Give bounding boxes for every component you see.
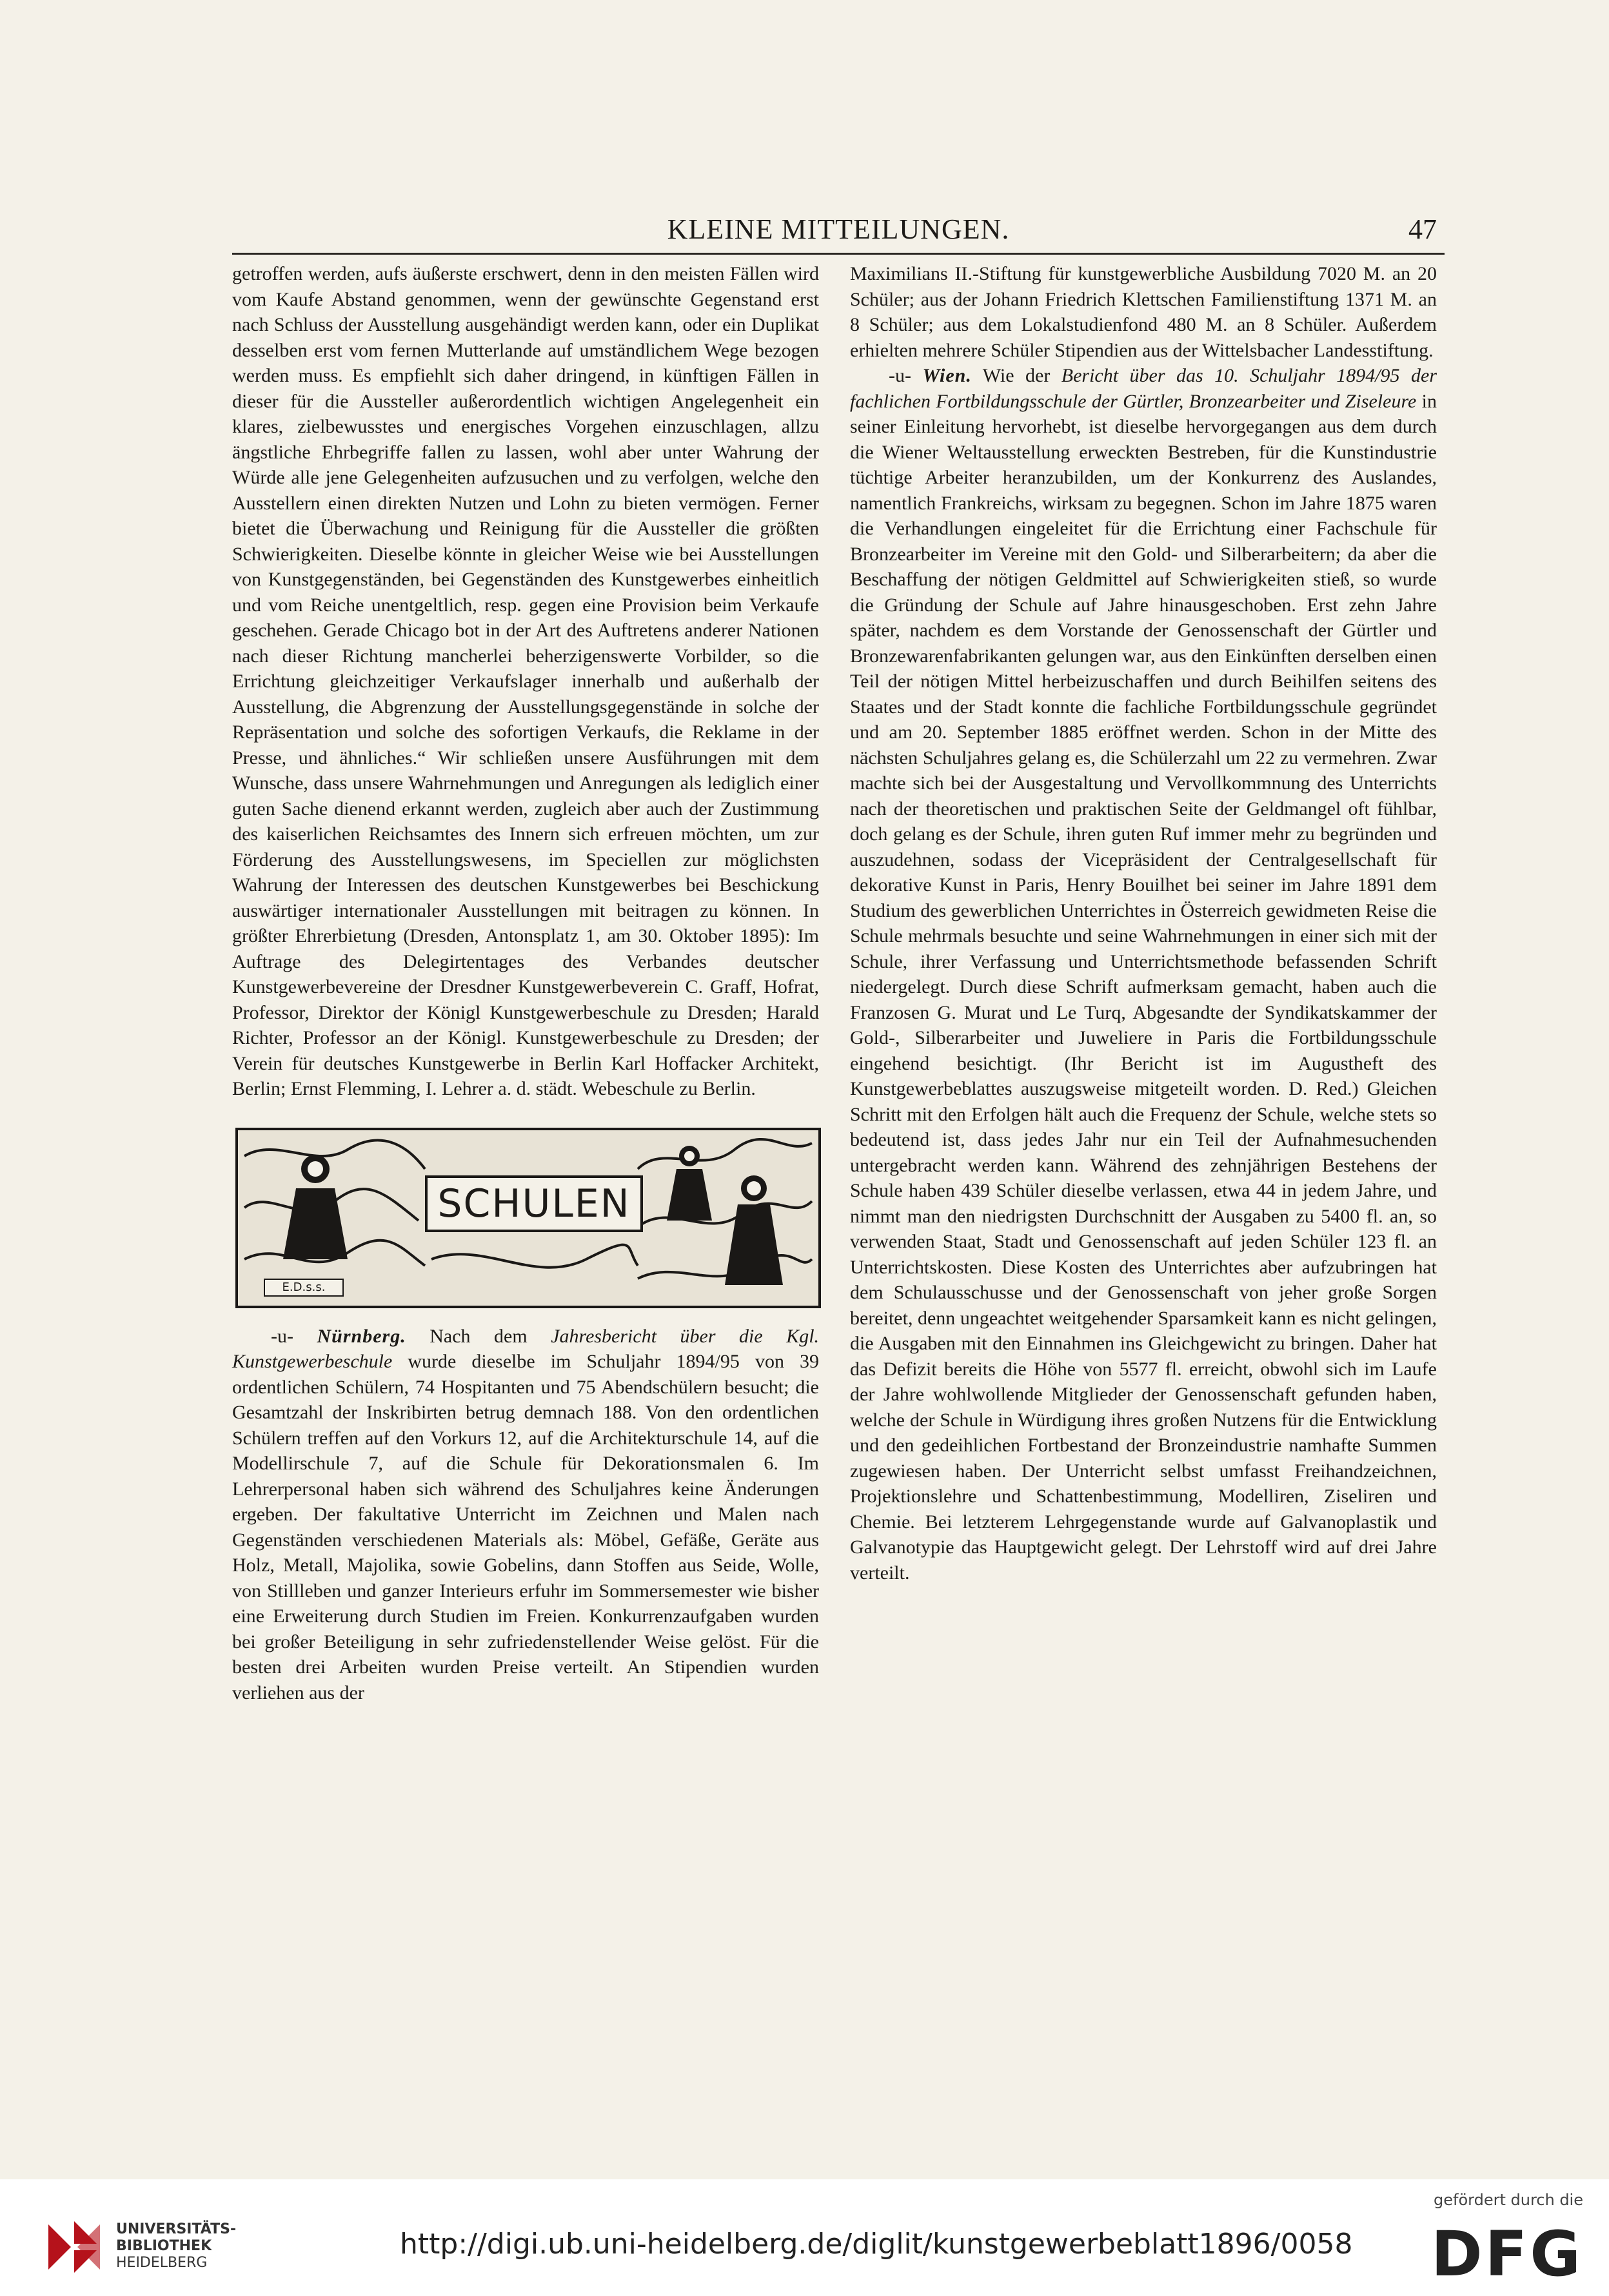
- section-city-wien: Wien.: [922, 365, 972, 386]
- university-library-name: [116, 2221, 236, 2271]
- right-paragraph-1: Maximilians II.-Stiftung für kunstgewerbliche Ausbildung 7020 M. an 20 Schüler; aus der Johann Friedrich Klettschen Familienstiftung 1371 M. an 8 Schüler; aus dem Lokalstudienfond 480 M. an 8 Schüler. Außerdem erhielten mehrere Schüler Stipendien aus der Wittelsbacher Landesstiftung.: [850, 263, 1437, 361]
- section-prefix: -u-: [889, 365, 911, 386]
- left-paragraph-2: [232, 1324, 819, 1706]
- paragraph-text: Wie der: [982, 365, 1051, 386]
- paragraph-text: in seiner Einleitung hervorhebt, ist dieselbe hervorgegangen aus dem durch die Wiener Weltausstellung erweckten Bestreben, für die Kunstindustrie tüchtige Arbeiter heranzubilden, um der Konkurrenz des Auslandes, namentlich Frankreichs, wirksam zu begegnen. Schon im Jahre 1875 waren die Verhandlungen eingeleitet für die Errichtung einer Fachschule für Bronzearbeiter im Vereine mit den Gold- und Silberarbeitern; da aber die Beschaffung der nötigen Geldmittel auf Schwierigkeiten stieß, so wurde die Gründung der Schule auf Jahre hinausgeschoben. Erst zehn Jahre später, nachdem es dem Vorstande der Genossenschaft der Gürtler und Bronzewarenfabrikanten gelungen war, aus den Einkünften derselben einen Teil der nötigen Mittel herbeizuschaffen und durch Beihilfen seitens des Staates und der Stadt konnte die fachliche Fortbildungsschule gegründet und am 20. September 1885 eröffnet werden. Schon in der Mitte des nächsten Schuljahres gelang es, die Schülerzahl um 22 zu vermehren. Zwar machte sich bei der Ausgestaltung und Vervollkommnung des Unterrichts nach der theoretischen und praktischen Seite der Geldmangel oft fühlbar, doch gelang es der Schule, ihren guten Ruf immer mehr zu begründen und auszudehnen, sodass der Vicepräsident der Centralgesellschaft für dekorative Kunst in Paris, Henry Bouilhet bei seiner im Jahre 1891 dem Studium des gewerblichen Unterrichtes in Österreich gewidmeten Reise die Schule mehrmals besuchte und seine Wahrnehmungen in einer sich mit der Schule, ihrer Verfassung und Unterrichtsmethode befassenden Schrift niedergelegt. Durch diese Schrift aufmerksam gemacht, haben auch die Franzosen G. Murat und Le Turq, Abgesandte der Syndikatskammer der Gold-, Silberarbeiter und Juweliere in Paris die Fortbildungsschule eingehend besichtigt. (Ihr Bericht ist im Augustheft des Kunstgewerbeblattes auszugsweise mitgeteilt worden. D. Red.) Gleichen Schritt mit den Erfolgen hält auch die Frequenz der Schule, welche stets so bedeutend ist, dass jedes Jahr nur ein Teil der Aufnahmesuchenden untergebracht werden kann. Während des zehnjährigen Bestehens der Schule haben 439 Schüler dieselbe verlassen, etwa 44 in jedem Jahre, und nimmt man den niedrigsten Durchschnitt der Ausgaben zu 5400 fl. an, so verwenden Staat, Stadt und Genossenschaft auf jeden Schüler 123 fl. an Unterrichtskosten. Diese Kosten des Unterrichtes aber aufzubringen hat dem Schulausschusse und der Genossenschaft von jeher große Sorgen bereitet, denn ungeachtet weitgehender Sparsamkeit kann es nicht gelingen, die Ausgaben mit den Einnahmen ins Gleichgewicht zu bringen. Daher hat das Defizit bereits die Höhe von 5577 fl. erreicht, obwohl sich im Laufe der Jahre wohlwollende Mitglieder der Genossenschaft gefunden haben, welche der Schule in Würdigung ihres großen Nutzens für die Entwicklung und den gedeihlichen Fortbestand der Bronzeindustrie namhafte Summen zugewiesen haben. Der Unterricht selbst umfasst Freihandzeichnen, Projektionslehre und Schattenbestimmung, Modelliren, Ziseliren und Chemie. Bei letzterem Lehrgegenstande wurde auf Galvanoplastik und Galvanotypie das Hauptgewicht gelegt. Der Lehrstoff wird auf drei Jahre verteilt.: [850, 390, 1437, 1584]
- paragraph-text: Nach dem: [429, 1325, 528, 1347]
- library-name-line-3: HEIDELBERG: [116, 2255, 208, 2271]
- schulen-ornament: [235, 1128, 821, 1308]
- left-paragraph-1: getroffen werden, aufs äußerste erschwert, denn in den meisten Fällen wird vom Kaufe Abstand genommen, wenn der gewünschte Gegenstand erst nach Schluss der Ausstellung ausgehändigt werden kann, oder ein Duplikat desselben erst vom fernen Mutterlande auf umständlichem Wege bezogen werden muss. Es empfiehlt sich daher dringend, in künftigen Fällen in dieser für die Aussteller außerordentlich wichtigen Angelegenheit ein klares, zielbewusstes und energisches Vorgehen einzuschlagen, allzu ängstliche Ehrbegriffe fallen zu lassen, wohl aber unter Wahrung der Würde alle jene Gelegenheiten aufzusuchen und zu verfolgen, welche den Ausstellern einen direkten Nutzen und Lohn zu bieten vermögen. Ferner bietet die Überwachung und Reinigung für die Aussteller die größten Schwierigkeiten. Dieselbe könnte in gleicher Weise wie bei Ausstellungen von Kunstgegenständen, bei Gegenständen des Kunstgewerbes einheitlich und vom Reiche unentgeltlich, resp. gegen eine Provision beim Verkaufe geschehen. Gerade Chicago bot in der Art des Auftretens anderer Nationen nach dieser Richtung mancherlei beherzigenswerte Vorbilder, so die Errichtung gleichzeitiger Verkaufslager innerhalb und außerhalb der Ausstellung, die Abgrenzung der Ausstellungsgegenstände in solche der Repräsentation und solche des sofortigen Verkaufs, die Reklame in der Presse, und ähnliches.“ Wir schließen unsere Ausführungen mit dem Wunsche, dass unsere Wahrnehmungen und Anregungen als lediglich einer guten Sache dienend erkannt werden, zugleich aber auch der Zustimmung des kaiserlichen Reichsamtes des Innern sich erfreuen möchten, um zur Förderung des Ausstellungswesens, im Speciellen zur möglichsten Wahrung der Interessen des deutschen Kunstgewerbes bei Beschickung auswärtiger internationaler Ausstellungen mit beitragen zu können. In größter Ehrerbietung (Dresden, Antonsplatz 1, am 30. Oktober 1895): Im Auftrage des Delegirtentages des Verbandes deutscher Kunstgewerbevereine der Dresdner Kunstgewerbeverein C. Graff, Hofrat, Professor, Direktor der Königl Kunstgewerbeschule zu Dresden; Harald Richter, Professor an der Königl. Kunstgewerbeschule zu Dresden; der Verein für deutsches Kunstgewerbe in Berlin Karl Hoffacker Architekt, Berlin; Ernst Flemming, I. Lehrer a. d. städt. Webeschule zu Berlin.: [232, 263, 819, 1099]
- left-column: [232, 261, 819, 1705]
- dfg-logo: DFG: [1430, 2218, 1583, 2290]
- library-name-line-2: BIBLIOTHEK: [116, 2238, 212, 2254]
- page-number: 47: [1408, 213, 1437, 245]
- header-rule: [232, 253, 1445, 255]
- library-name-line-1: UNIVERSITÄTS-: [116, 2221, 237, 2237]
- ornament-label: SCHULEN: [425, 1175, 643, 1232]
- university-library-logo-icon: [45, 2218, 103, 2276]
- page-header: [232, 213, 1445, 245]
- section-prefix: -u-: [271, 1325, 293, 1347]
- section-city-nuernberg: Nürnberg.: [317, 1325, 406, 1347]
- report-title: Bericht über das 10. Schuljahr 1894/95 der fachlichen Fortbildungsschule der Gürtler, Bronzearbeiter und Ziseleure: [850, 365, 1437, 412]
- right-paragraph-2: [850, 363, 1437, 1585]
- source-url-link[interactable]: http://digi.ub.uni-heidelberg.de/diglit/kunstgewerbeblatt1896/0058: [400, 2228, 1353, 2261]
- report-title: Jahresbericht über die Kgl. Kunstgewerbeschule: [232, 1325, 820, 1372]
- ornament-signature: E.D.s.s.: [264, 1279, 344, 1297]
- paragraph-text: wurde dieselbe im Schuljahr 1894/95 von 39 ordentlichen Schülern, 74 Hospitanten und 75 Abendschülern besucht; die Gesamtzahl der Inskribirten betrug demnach 188. Von den ordentlichen Schülern treffen auf den Vorkurs 12, auf die Architekturschule 14, auf die Modellirschule 7, auf die Schule für Dekorationsmalen 6. Im Lehrerpersonal haben sich während des Schuljahres keine Änderungen ergeben. Der fakultative Unterricht im Zeichnen und Malen nach Gegenständen verschiedenen Materials als: Möbel, Gefäße, Geräte aus Holz, Metall, Majolika, sowie Gobelins, dann Stoffen aus Seide, Wolle, von Stillleben und ganzer Interieurs erfuhr im Sommersemester wie bisher eine Erweiterung durch Studien im Freien. Konkurrenzaufgaben wurden bei großer Beteiligung in sehr zufriedenstellender Weise gelöst. Für die besten drei Arbeiten wurden Preise verteilt. An Stipendien wurden verliehen aus der: [232, 1351, 820, 1703]
- right-column: [850, 261, 1437, 1585]
- running-title: KLEINE MITTEILUNGEN.: [667, 213, 1010, 245]
- funded-by-text: gefördert durch die: [1434, 2191, 1583, 2209]
